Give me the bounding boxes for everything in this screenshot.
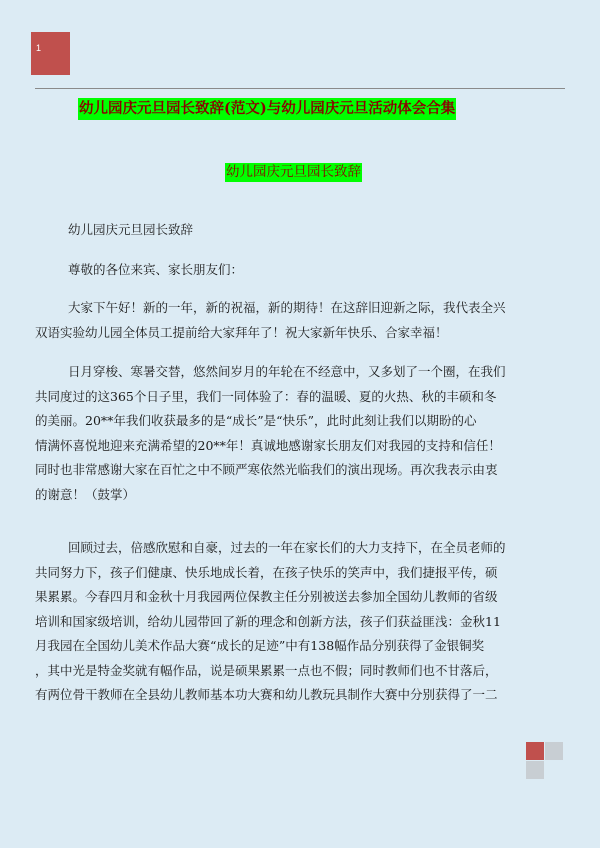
- paragraph-year-review: [35, 360, 567, 507]
- section-title: 幼儿园庆元旦园长致辞: [226, 164, 361, 180]
- corner-decoration: [526, 742, 544, 760]
- text-line: 共同度过的这365个日子里，我们一同体验了：春的温暖、夏的火热、秋的丰硕和冬: [35, 388, 497, 404]
- paragraph-intro: [35, 296, 567, 345]
- text-line: 日月穿梭、寒暑交替，悠然间岁月的年轮在不经意中，又多划了一个圈，在我们: [68, 364, 506, 379]
- text-line: 培训和国家级培训，给幼儿园带回了新的理念和创新方法，孩子们获益匪浅：金秋11: [35, 613, 501, 629]
- text-line: 的美丽。20**年我们收获最多的是“成长”是“快乐”，此时此刻让我们以期盼的心: [35, 413, 477, 428]
- text-line: 共同努力下，孩子们健康、快乐地成长着，在孩子快乐的笑声中，我们捷报平传，硕: [35, 564, 498, 580]
- page-number-badge: [31, 32, 70, 75]
- text-line: 同时也非常感谢大家在百忙之中不顾严寒依然光临我们的演出现场。再次我表示由衷: [35, 462, 498, 477]
- text-line: 尊敬的各位来宾、家长朋友们：: [68, 262, 244, 277]
- text-line: 双语实验幼儿园全体员工提前给大家拜年了！祝大家新年快乐、合家幸福！: [35, 324, 448, 340]
- text-line: 大家下午好！新的一年，新的祝福，新的期待！在这辞旧迎新之际，我代表全兴: [68, 300, 506, 315]
- paragraph-achievements: [35, 536, 567, 708]
- paragraph-greeting: [35, 258, 567, 283]
- text-line: 情满怀喜悦地迎来充满希望的20**年！真诚地感谢家长朋友们对我园的支持和信任！: [35, 437, 501, 453]
- text-line: 幼儿园庆元旦园长致辞: [68, 222, 194, 237]
- header-rule: [35, 88, 565, 89]
- text-line: 果累累。今春四月和金秋十月我园两位保教主任分别被送去参加全国幼儿教师的省级: [35, 589, 498, 604]
- page-number: 1: [36, 43, 42, 53]
- document-title: 幼儿园庆元旦园长致辞(范文)与幼儿园庆元旦活动体会合集: [78, 98, 456, 120]
- corner-decoration: [545, 742, 563, 760]
- text-line: ，其中光是特金奖就有幅作品，说是硕果累累一点也不假；同时教师们也不甘落后，: [35, 662, 498, 678]
- text-line: 的谢意！（鼓掌）: [35, 486, 136, 502]
- text-line: 有两位骨干教师在全县幼儿教师基本功大赛和幼儿教玩具制作大赛中分别获得了一二: [35, 687, 498, 702]
- corner-decoration: [526, 761, 544, 779]
- text-line: 月我园在全国幼儿美术作品大赛“成长的足迹”中有138幅作品分别获得了金银铜奖: [35, 638, 485, 653]
- paragraph-heading: [35, 218, 567, 243]
- text-line: 回顾过去，倍感欣慰和自豪，过去的一年在家长们的大力支持下，在全员老师的: [68, 540, 506, 555]
